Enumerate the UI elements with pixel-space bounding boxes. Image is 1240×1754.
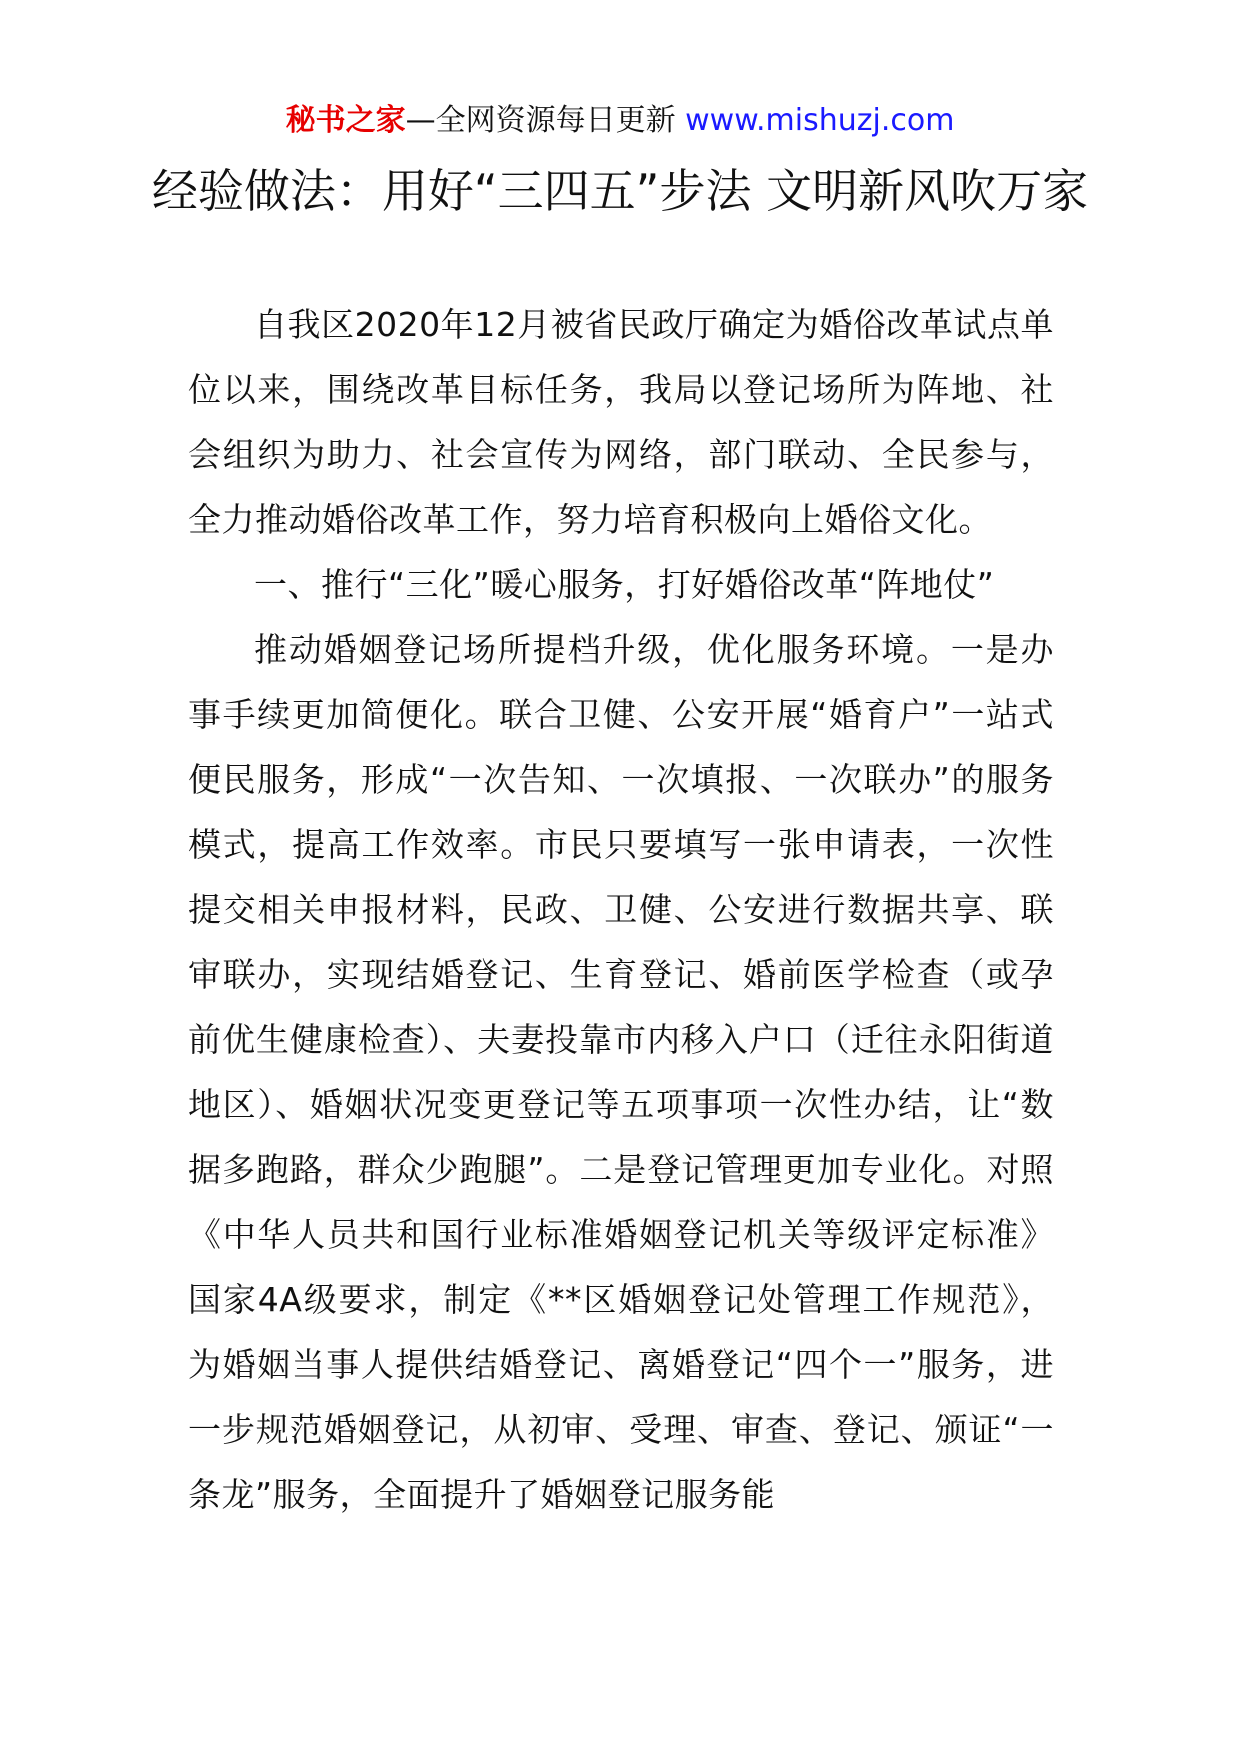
paragraph-intro: 自我区2020年12月被省民政厅确定为婚俗改革试点单位以来，围绕改革目标任务，我局以登记场所为阵地、社会组织为助力、社会宣传为网络，部门联动、全民参与，全力推动婚俗改革工作，努力培育积极向上婚俗文化。 <box>188 305 1054 539</box>
paragraph-section-body: 推动婚姻登记场所提档升级，优化服务环境。一是办事手续更加简便化。联合卫健、公安开展“婚育户”一站式便民服务，形成“一次告知、一次填报、一次联办”的服务模式，提高工作效率。市民只要填写一张申请表，一次性提交相关申报材料，民政、卫健、公安进行数据共享、联审联办，实现结婚登记、生育登记、婚前医学检查（或孕前优生健康检查）、夫妻投靠市内移入户口（迁往永阳街道地区）、婚姻状况变更登记等五项事项一次性办结，让“数据多跑路，群众少跑腿”。二是登记管理更加专业化。对照《中华人员共和国行业标准婚姻登记机关等级评定标准》国家4A级要求，制定《**区婚姻登记处管理工作规范》，为婚姻当事人提供结婚登记、离婚登记“四个一”服务，进一步规范婚姻登记，从初审、受理、审查、登记、颁证“一条龙”服务，全面提升了婚姻登记服务能 <box>188 630 1054 1514</box>
section-heading: 一、推行“三化”暖心服务，打好婚俗改革“阵地仗” <box>254 565 995 604</box>
document-body <box>188 292 1054 1527</box>
site-header <box>0 100 1240 142</box>
header-slogan: —全网资源每日更新 <box>405 103 676 138</box>
brand-name: 秘书之家 <box>285 103 406 138</box>
document-title: 经验做法：用好“三四五”步法 文明新风吹万家 <box>151 164 1089 218</box>
site-url-link[interactable]: www.mishuzj.com <box>685 103 955 138</box>
